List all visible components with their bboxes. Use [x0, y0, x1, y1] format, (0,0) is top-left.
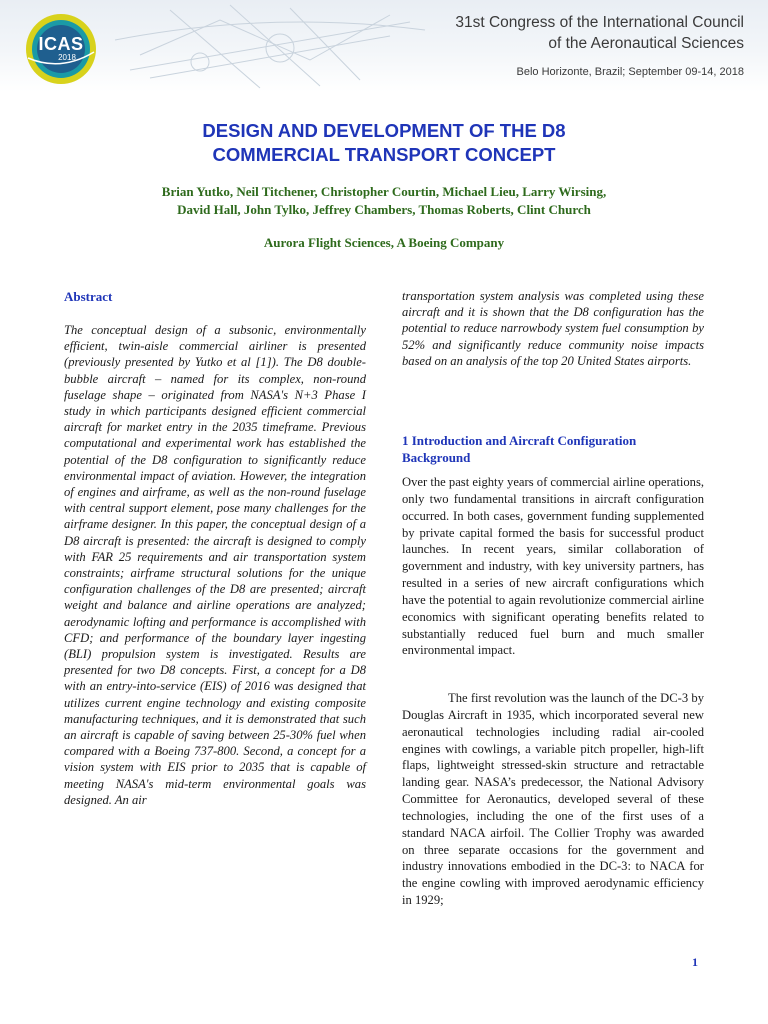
section-heading-introduction: 1 Introduction and Aircraft Configuration Background [402, 433, 637, 465]
author-list-line-1: Brian Yutko, Neil Titchener, Christopher Courtin, Michael Lieu, Larry Wirsing, [161, 184, 607, 199]
affiliation: Aurora Flight Sciences, A Boeing Company [263, 235, 505, 250]
conference-header [0, 0, 768, 92]
conference-title-line-1: 31st Congress of the International Council [455, 14, 744, 31]
paper-title-line-2: COMMERCIAL TRANSPORT CONCEPT [212, 144, 556, 165]
paper-title-line-1: DESIGN AND DEVELOPMENT OF THE D8 [202, 120, 566, 141]
introduction-paragraph-1: Over the past eighty years of commercial airline operations, only two fundamental transitions in aircraft configuration occurred. In both cases, government funding supplemented by private capital formed the basis for successful product launches. In recent years, similar collaboration of government and industry, with key university partners, has resulted in a series of new aircraft configurations which have the potential to again revolutionize commercial airline economics with significant operating benefits related to substantially reduced fuel burn and much smaller environmental impact. [402, 475, 704, 658]
logo-year: 2018 [58, 53, 76, 62]
conference-title-line-2: of the Aeronautical Sciences [548, 35, 744, 52]
author-list [70, 183, 698, 219]
paper-title [90, 119, 678, 167]
abstract-heading: Abstract [64, 289, 113, 304]
abstract-text-continued: transportation system analysis was completed using these aircraft and it is shown that the D8 configuration has the potential to reduce narrowbody system fuel consumption by 52% and significantly reduce community noise impacts based on an analysis of the top 20 United States airports. [402, 289, 704, 368]
biplane-sketch-background [110, 0, 430, 92]
page-number: 1 [692, 955, 698, 969]
author-list-line-2: David Hall, John Tylko, Jeffrey Chambers, Thomas Roberts, Clint Church [177, 202, 591, 217]
conference-location-date: Belo Horizonte, Brazil; September 09-14, 2018 [516, 66, 744, 78]
introduction-paragraph-2: The first revolution was the launch of the DC-3 by Douglas Aircraft in 1935, which incorporated several new aeronautical technologies including radial air-cooled engines with cowlings, a variable pitch propeller, high-lift flaps, lightweight stressed-skin structure and retractable landing gear. NASA’s predecessor, the National Advisory Committee for Aeronautics, developed several of these technologies, including the one of the first uses of a standard NACA airfoil. The Collier Trophy was awarded on three separate occasions for the government and industry innovations embodied in the DC-3: to NACA for the engine cowling with improved aerodynamic efficiency in 1929; [402, 691, 704, 908]
logo-text: ICAS [38, 34, 84, 54]
abstract-text: The conceptual design of a subsonic, environmentally efficient, twin-aisle commercial airliner is presented (previously presented by Yutko et al [1]). The D8 double-bubble aircraft – named for its complex, non-round fuselage shape – originated from NASA's N+3 Phase I study in which participants designed efficient commercial aircraft for market entry in the 2035 timeframe. Previous computational and experimental work has established the potential of the D8 configuration to significantly reduce environmental impact of aviation. However, the integration of engines and airframe, as well as the non-round fuselage with central support element, pose many challenges for the airframe designer. In this paper, the conceptual design of a D8 aircraft is presented: the aircraft is designed to comply with FAR 25 requirements and air transportation system constraints; airframe structural solutions for the unique configuration challenges of the D8 are presented; aircraft weight and balance and airline operations are analyzed; aerodynamic lofting and performance is accomplished with CFD; and performance of the boundary layer ingesting (BLI) propulsion system is investigated. Results are presented for two D8 concepts. First, a concept for a D8 with an entry-into-service (EIS) of 2016 was designed that utilizes current engine technology and existing composite manufacturing techniques, and it is demonstrated that such an aircraft is capable of saving between 25-30% fuel when compared with a Boeing 737-800. Second, a concept for a vision system with EIS prior to 2035 that is capable of meeting NASA's mid-term environmental goals was designed. An air [64, 323, 366, 807]
